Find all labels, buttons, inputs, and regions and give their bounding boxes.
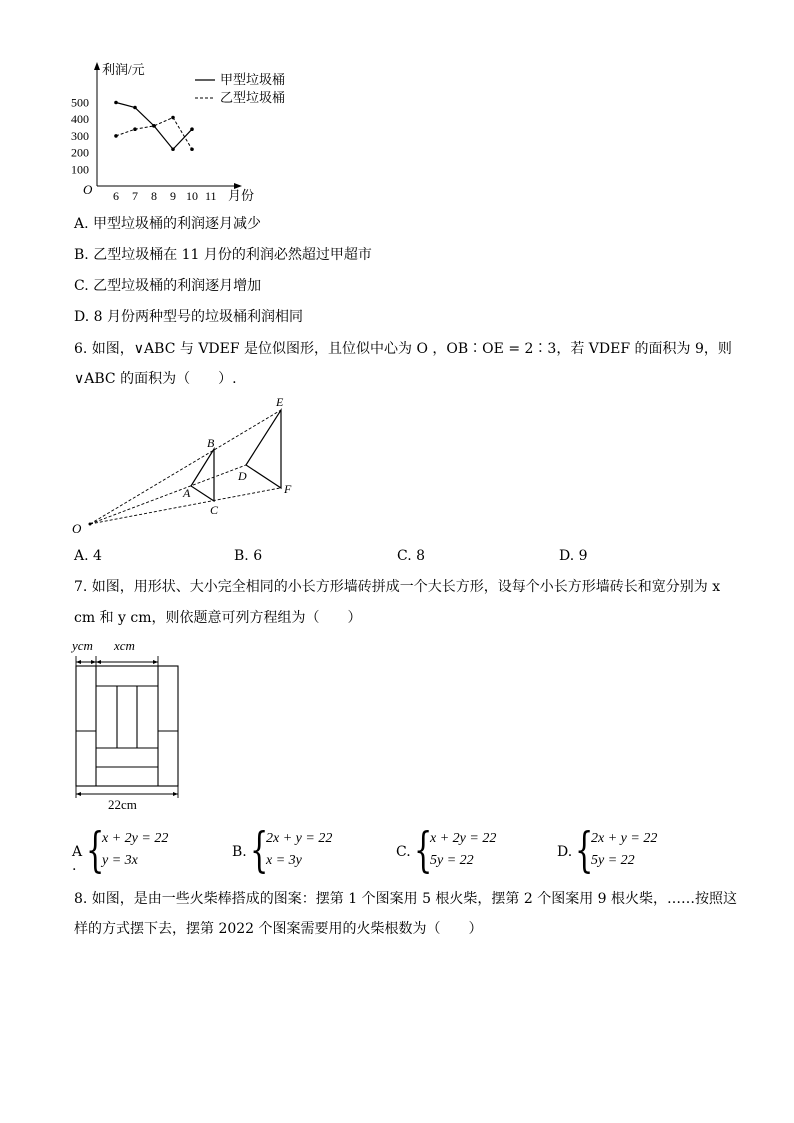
y-axis-arrow (94, 62, 100, 70)
q6-option-a: A. 4 (74, 548, 102, 564)
q7-option-b (232, 822, 382, 878)
brace-icon: { (414, 822, 433, 878)
q5-option-b: B. 乙型垃圾桶在 11 月份的利润必然超过甲超市 (74, 247, 372, 263)
y-tick-label: 300 (71, 128, 89, 143)
legend-dashed-label: 乙型垃圾桶 (220, 90, 286, 105)
q7-option-a-dot: . (72, 858, 77, 874)
label-d: D (238, 469, 247, 483)
q7-question-line2: cm 和 y cm，则依题意可列方程组为（ ） (74, 610, 362, 626)
series-point-1 (152, 124, 156, 128)
q6-question-line2: ∨ABC 的面积为（ ）. (74, 371, 237, 387)
x-tick-label: 11 (205, 189, 217, 203)
series-point-0 (114, 101, 118, 105)
q7-option-c-letter: C. (396, 844, 411, 860)
q7-question-line1: 7. 如图，用形状、大小完全相同的小长方形墙砖拼成一个大长方形，设每个小长方形墙砖长和宽分别为 x (74, 579, 721, 595)
brace-icon: { (86, 822, 105, 878)
label-c: C (210, 503, 219, 517)
y-axis-label: 利润/元 (102, 62, 145, 77)
q7-option-d-eq1: 2x + y = 22 (591, 831, 658, 846)
brick-rectangle-figure (66, 634, 196, 812)
q7-option-b-letter: B. (232, 844, 247, 860)
series-point-0 (133, 106, 137, 110)
series-point-1 (171, 116, 175, 120)
x-tick-label: 8 (151, 189, 157, 203)
q6-option-c: C. 8 (397, 548, 426, 564)
x-tick-label: 10 (186, 189, 198, 203)
profit-line-chart (60, 58, 320, 204)
q7-option-b-eq2: x = 3y (266, 853, 302, 868)
label-e: E (276, 395, 284, 409)
chart-series (114, 101, 194, 151)
q7-option-a-letter: A (72, 844, 83, 860)
origin-label: O (83, 182, 93, 197)
q7-option-c-eq2: 5y = 22 (430, 853, 474, 868)
label-o: O (72, 521, 82, 536)
q7-option-a-eq1: x + 2y = 22 (102, 831, 169, 846)
q7-option-c-eq1: x + 2y = 22 (430, 831, 497, 846)
series-point-1 (133, 127, 137, 131)
triangle-def (246, 410, 281, 488)
q5-option-a: A. 甲型垃圾桶的利润逐月减少 (74, 216, 262, 232)
label-22cm: 22cm (108, 797, 137, 812)
label-b: B (207, 436, 215, 450)
q7-option-a-eq2: y = 3x (102, 853, 138, 868)
q7-option-b-eq1: 2x + y = 22 (266, 831, 333, 846)
brace-icon: { (250, 822, 269, 878)
q7-option-c (396, 822, 546, 878)
x-tick-label: 6 (113, 189, 119, 203)
y-tick-label: 100 (71, 162, 89, 177)
x-tick-label: 7 (132, 189, 138, 203)
label-xcm: xcm (114, 638, 135, 653)
q7-option-d-eq2: 5y = 22 (591, 853, 635, 868)
q6-question-line1: 6. 如图，∨ABC 与 VDEF 是位似图形，且位似中心为 O ，OB∶OE = 2∶3，若 VDEF 的面积为 9，则 (74, 341, 732, 357)
x-tick-label: 9 (170, 189, 176, 203)
label-ycm: ycm (72, 638, 93, 653)
y-tick-label: 200 (71, 145, 89, 160)
q6-option-b: B. 6 (234, 548, 263, 564)
brace-icon: { (575, 822, 594, 878)
series-point-0 (171, 147, 175, 151)
q8-question-line2: 样的方式摆下去，摆第 2022 个图案需要用的火柴根数为（ ） (74, 921, 483, 937)
series-point-0 (190, 127, 194, 131)
x-axis-label: 月份 (228, 188, 255, 203)
q7-option-a (72, 822, 222, 878)
label-f: F (284, 482, 292, 496)
q5-option-c: C. 乙型垃圾桶的利润逐月增加 (74, 278, 262, 294)
q7-option-d-letter: D. (557, 844, 573, 860)
y-tick-label: 500 (71, 95, 89, 110)
chart-ticks (71, 96, 217, 204)
label-a: A (183, 486, 191, 500)
legend-solid-label: 甲型垃圾桶 (220, 72, 286, 87)
series-point-1 (114, 134, 118, 138)
y-tick-label: 400 (71, 112, 89, 127)
similar-triangles-figure (60, 390, 310, 540)
q7-option-d (557, 822, 707, 878)
q6-option-d: D. 9 (559, 548, 588, 564)
series-line-1 (116, 118, 192, 150)
series-point-1 (190, 147, 194, 151)
q5-option-d: D. 8 月份两种型号的垃圾桶利润相同 (74, 309, 303, 325)
q8-question-line1: 8. 如图，是由一些火柴棒搭成的图案：摆第 1 个图案用 5 根火柴，摆第 2 个图案用 9 根火柴，……按照这 (74, 891, 738, 907)
